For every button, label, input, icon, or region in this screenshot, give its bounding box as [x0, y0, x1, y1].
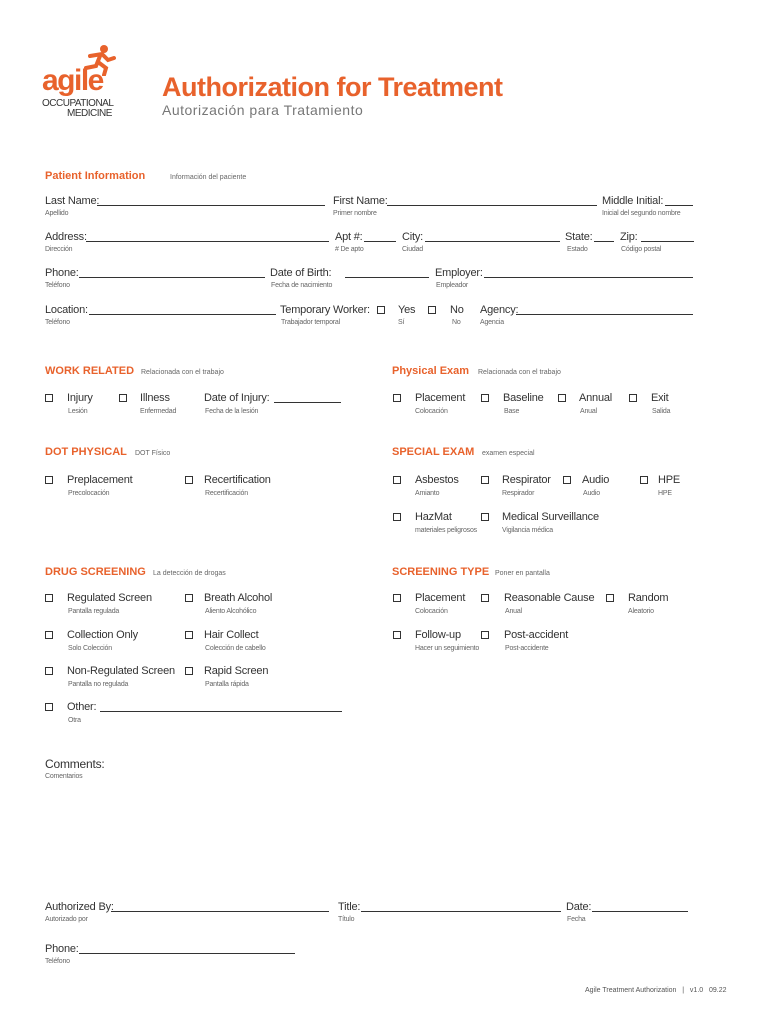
agency-label: Agency:: [480, 304, 519, 316]
respirator-es: Respirador: [502, 490, 535, 497]
illness-es: Enfermedad: [140, 408, 177, 415]
reasonable-cause-label: Reasonable Cause: [504, 592, 595, 604]
phone-field[interactable]: [79, 268, 265, 278]
location-es: Teléfono: [45, 319, 70, 326]
drug-screening-heading-es: La detección de drogas: [153, 570, 226, 577]
first-name-es: Primer nombre: [333, 210, 377, 217]
patient-info-heading-es: Información del paciente: [170, 174, 247, 181]
location-label: Location:: [45, 304, 88, 316]
special-exam-heading: SPECIAL EXAM: [392, 446, 475, 458]
hpe-es: HPE: [658, 490, 672, 497]
temp-worker-yes-label: Yes: [398, 304, 416, 316]
date-of-injury-field[interactable]: [274, 393, 341, 403]
state-es: Estado: [567, 246, 588, 253]
temp-worker-no-es: No: [452, 319, 461, 326]
breath-alcohol-es: Aliento Alcohólico: [205, 608, 257, 615]
recertification-es: Recertificación: [205, 490, 248, 497]
dob-es: Fecha de nacimiento: [271, 282, 333, 289]
temp-worker-no-label: No: [450, 304, 464, 316]
pe-exit-label: Exit: [651, 392, 669, 404]
auth-phone-field[interactable]: [79, 944, 295, 954]
post-accident-es: Post-accidente: [505, 645, 549, 652]
special-exam-heading-es: examen especial: [482, 450, 535, 457]
first-name-field[interactable]: [387, 196, 597, 206]
temp-worker-label: Temporary Worker:: [280, 304, 370, 316]
screening-type-heading: SCREENING TYPE: [392, 566, 490, 578]
state-label: State:: [565, 231, 593, 243]
collection-only-checkbox[interactable]: [45, 631, 53, 639]
post-accident-label: Post-accident: [504, 629, 569, 641]
comments-label: Comments:: [45, 757, 105, 771]
comments-field[interactable]: [45, 785, 695, 890]
dot-physical-heading: DOT PHYSICAL: [45, 446, 127, 458]
breath-alcohol-checkbox[interactable]: [185, 594, 193, 602]
temp-worker-yes-es: Sí: [398, 319, 405, 326]
dot-physical-heading-es: DOT Físico: [135, 450, 171, 457]
auth-phone-label: Phone:: [45, 943, 79, 955]
page-title: Authorization for Treatment: [162, 72, 503, 102]
medical-surveillance-checkbox[interactable]: [481, 513, 489, 521]
collection-only-label: Collection Only: [67, 629, 138, 641]
dob-field[interactable]: [345, 268, 429, 278]
audio-es: Audio: [583, 490, 600, 497]
title-label: Title:: [338, 901, 361, 913]
rapid-screen-label: Rapid Screen: [204, 665, 269, 677]
preplacement-checkbox[interactable]: [45, 476, 53, 484]
address-field[interactable]: [86, 232, 329, 242]
agency-field[interactable]: [516, 305, 693, 315]
pe-placement-label: Placement: [415, 392, 466, 404]
employer-field[interactable]: [484, 268, 693, 278]
middle-initial-es: Inicial del segundo nombre: [602, 210, 681, 217]
injury-label: Injury: [67, 392, 93, 404]
footer-text: Agile Treatment Authorization | v1.0 09.22: [585, 987, 727, 994]
authorized-by-field[interactable]: [111, 902, 329, 912]
audio-label: Audio: [582, 474, 610, 486]
other-checkbox[interactable]: [45, 703, 53, 711]
pe-baseline-es: Base: [504, 408, 520, 415]
hair-collect-checkbox[interactable]: [185, 631, 193, 639]
authorized-by-es: Autorizado por: [45, 916, 88, 923]
phone-es: Teléfono: [45, 282, 70, 289]
random-es: Aleatorio: [628, 608, 654, 615]
pe-placement-checkbox[interactable]: [393, 394, 401, 402]
injury-es: Lesión: [68, 408, 88, 415]
pe-annual-checkbox[interactable]: [558, 394, 566, 402]
employer-label: Employer:: [435, 267, 483, 279]
state-field[interactable]: [594, 232, 614, 242]
preplacement-es: Precolocación: [68, 490, 110, 497]
respirator-checkbox[interactable]: [481, 476, 489, 484]
last-name-es: Apellido: [45, 210, 69, 217]
temp-worker-no-checkbox[interactable]: [428, 306, 436, 314]
pe-annual-label: Annual: [579, 392, 613, 404]
work-related-heading: WORK RELATED: [45, 365, 135, 377]
other-es: Otra: [68, 717, 81, 724]
patient-info-heading: Patient Information: [45, 170, 146, 182]
collection-only-es: Solo Colección: [68, 645, 112, 652]
injury-checkbox[interactable]: [45, 394, 53, 402]
apt-es: # De apto: [335, 246, 364, 253]
other-label: Other:: [67, 701, 97, 713]
date-of-injury-es: Fecha de la lesión: [205, 408, 259, 415]
zip-label: Zip:: [620, 231, 638, 243]
logo-line2: MEDICINE: [67, 108, 112, 119]
pe-placement-es: Colocación: [415, 408, 448, 415]
regulated-screen-checkbox[interactable]: [45, 594, 53, 602]
comments-es: Comentarios: [45, 773, 83, 780]
zip-es: Código postal: [621, 246, 662, 253]
audio-checkbox[interactable]: [563, 476, 571, 484]
reasonable-cause-es: Anual: [505, 608, 522, 615]
hair-collect-label: Hair Collect: [204, 629, 259, 641]
pe-baseline-label: Baseline: [503, 392, 544, 404]
pe-exit-es: Salida: [652, 408, 671, 415]
pe-exit-checkbox[interactable]: [629, 394, 637, 402]
pe-annual-es: Anual: [580, 408, 597, 415]
preplacement-label: Preplacement: [67, 474, 133, 486]
location-field[interactable]: [89, 305, 276, 315]
auth-phone-es: Teléfono: [45, 958, 70, 965]
employer-es: Empleador: [436, 282, 469, 289]
recertification-checkbox[interactable]: [185, 476, 193, 484]
non-regulated-screen-checkbox[interactable]: [45, 667, 53, 675]
apt-label: Apt #:: [335, 231, 363, 243]
asbestos-label: Asbestos: [415, 474, 459, 486]
rapid-screen-es: Pantalla rápida: [205, 681, 249, 688]
middle-initial-field[interactable]: [665, 196, 693, 206]
logo-word: agile: [42, 64, 103, 97]
medical-surveillance-es: Vigilancia médica: [502, 527, 553, 534]
middle-initial-label: Middle Initial:: [602, 195, 664, 207]
date-of-injury-label: Date of Injury:: [204, 392, 270, 404]
asbestos-checkbox[interactable]: [393, 476, 401, 484]
screening-type-heading-es: Poner en pantalla: [495, 570, 550, 577]
follow-up-checkbox[interactable]: [393, 631, 401, 639]
st-placement-es: Colocación: [415, 608, 448, 615]
asbestos-es: Amianto: [415, 490, 440, 497]
city-label: City:: [402, 231, 424, 243]
other-field[interactable]: [100, 702, 342, 712]
breath-alcohol-label: Breath Alcohol: [204, 592, 273, 604]
address-es: Dirección: [45, 246, 73, 253]
recertification-label: Recertification: [204, 474, 271, 486]
date-field[interactable]: [592, 902, 688, 912]
logo-line1: OCCUPATIONAL: [42, 98, 114, 109]
medical-surveillance-label: Medical Surveillance: [502, 511, 599, 523]
authorized-by-label: Authorized By:: [45, 901, 114, 913]
illness-label: Illness: [140, 392, 170, 404]
physical-exam-heading: Physical Exam: [392, 365, 470, 377]
title-field[interactable]: [361, 902, 561, 912]
random-checkbox[interactable]: [606, 594, 614, 602]
city-es: Ciudad: [402, 246, 423, 253]
work-related-heading-es: Relacionada con el trabajo: [141, 369, 224, 376]
st-placement-label: Placement: [415, 592, 466, 604]
physical-exam-heading-es: Relacionada con el trabajo: [478, 369, 561, 376]
post-accident-checkbox[interactable]: [481, 631, 489, 639]
first-name-label: First Name:: [333, 195, 388, 207]
follow-up-label: Follow-up: [415, 629, 461, 641]
title-es: Título: [338, 916, 355, 923]
apt-field[interactable]: [364, 232, 396, 242]
pe-baseline-checkbox[interactable]: [481, 394, 489, 402]
regulated-screen-label: Regulated Screen: [67, 592, 152, 604]
temp-worker-yes-checkbox[interactable]: [377, 306, 385, 314]
page-subtitle: Autorización para Tratamiento: [162, 102, 364, 118]
zip-field[interactable]: [641, 232, 694, 242]
temp-worker-es: Trabajador temporal: [281, 319, 340, 326]
phone-label: Phone:: [45, 267, 79, 279]
dob-label: Date of Birth:: [270, 267, 332, 279]
date-label: Date:: [566, 901, 592, 913]
last-name-field[interactable]: [97, 196, 325, 206]
regulated-screen-es: Pantalla regulada: [68, 608, 120, 615]
hazmat-es: materiales peligrosos: [415, 527, 477, 534]
drug-screening-heading: DRUG SCREENING: [45, 566, 146, 578]
hazmat-checkbox[interactable]: [393, 513, 401, 521]
hpe-checkbox[interactable]: [640, 476, 648, 484]
random-label: Random: [628, 592, 669, 604]
date-es: Fecha: [567, 916, 586, 923]
address-label: Address:: [45, 231, 87, 243]
logo: [40, 44, 120, 120]
respirator-label: Respirator: [502, 474, 551, 486]
hair-collect-es: Colección de cabello: [205, 645, 266, 652]
agency-es: Agencia: [480, 319, 504, 326]
last-name-label: Last Name:: [45, 195, 100, 207]
non-regulated-screen-label: Non-Regulated Screen: [67, 665, 175, 677]
hpe-label: HPE: [658, 474, 681, 486]
non-regulated-screen-es: Pantalla no regulada: [68, 681, 129, 688]
st-placement-checkbox[interactable]: [393, 594, 401, 602]
hazmat-label: HazMat: [415, 511, 452, 523]
reasonable-cause-checkbox[interactable]: [481, 594, 489, 602]
rapid-screen-checkbox[interactable]: [185, 667, 193, 675]
follow-up-es: Hacer un seguimiento: [415, 645, 480, 652]
illness-checkbox[interactable]: [119, 394, 127, 402]
city-field[interactable]: [425, 232, 560, 242]
